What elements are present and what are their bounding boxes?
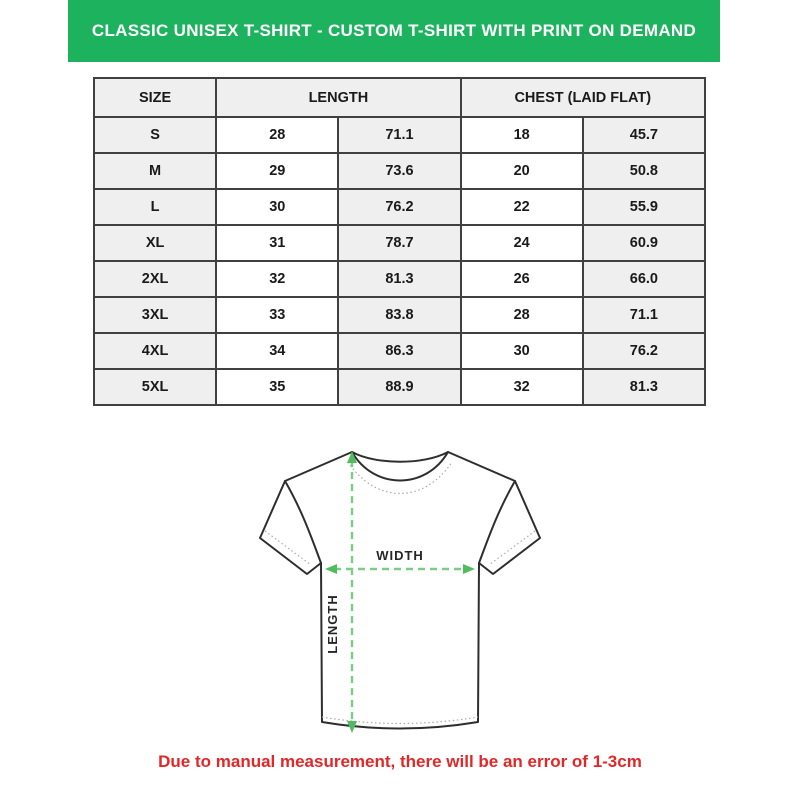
- length-in-cell: 30: [216, 189, 338, 225]
- size-table-body: [94, 117, 705, 405]
- size-chart-table: [93, 77, 706, 406]
- length-in-cell: 29: [216, 153, 338, 189]
- length-cm-cell: 83.8: [338, 297, 460, 333]
- length-in-cell: 32: [216, 261, 338, 297]
- size-cell: 4XL: [94, 333, 216, 369]
- chest-in-cell: 20: [461, 153, 583, 189]
- chest-cm-cell: 81.3: [583, 369, 705, 405]
- title-banner: [68, 0, 720, 62]
- table-row: [94, 225, 705, 261]
- table-row: [94, 261, 705, 297]
- length-cm-cell: 81.3: [338, 261, 460, 297]
- chest-cm-cell: 76.2: [583, 333, 705, 369]
- length-cm-cell: 73.6: [338, 153, 460, 189]
- column-header-chest: CHEST (LAID FLAT): [461, 78, 705, 117]
- length-in-cell: 34: [216, 333, 338, 369]
- chest-in-cell: 18: [461, 117, 583, 153]
- table-row: [94, 153, 705, 189]
- table-row: [94, 297, 705, 333]
- tshirt-body-shape: [260, 452, 540, 729]
- chest-cm-cell: 66.0: [583, 261, 705, 297]
- table-row: [94, 369, 705, 405]
- page-title: CLASSIC UNISEX T-SHIRT - CUSTOM T-SHIRT WITH PRINT ON DEMAND: [91, 21, 697, 40]
- length-in-cell: 35: [216, 369, 338, 405]
- chest-in-cell: 22: [461, 189, 583, 225]
- size-cell: 2XL: [94, 261, 216, 297]
- chest-in-cell: 30: [461, 333, 583, 369]
- length-cm-cell: 86.3: [338, 333, 460, 369]
- chest-in-cell: 26: [461, 261, 583, 297]
- column-header-size: SIZE: [94, 78, 216, 117]
- table-row: [94, 117, 705, 153]
- tshirt-measurement-diagram: [248, 438, 552, 750]
- table-row: [94, 189, 705, 225]
- measurement-error-note: Due to manual measurement, there will be an error of 1-3cm: [158, 752, 642, 771]
- size-cell: S: [94, 117, 216, 153]
- size-cell: 3XL: [94, 297, 216, 333]
- chest-in-cell: 32: [461, 369, 583, 405]
- length-in-cell: 28: [216, 117, 338, 153]
- size-cell: 5XL: [94, 369, 216, 405]
- size-cell: L: [94, 189, 216, 225]
- chest-cm-cell: 50.8: [583, 153, 705, 189]
- length-in-cell: 33: [216, 297, 338, 333]
- tshirt-outline-drawing: [260, 452, 540, 729]
- length-cm-cell: 76.2: [338, 189, 460, 225]
- table-row: [94, 333, 705, 369]
- size-cell: M: [94, 153, 216, 189]
- chest-cm-cell: 60.9: [583, 225, 705, 261]
- length-in-cell: 31: [216, 225, 338, 261]
- size-cell: XL: [94, 225, 216, 261]
- length-label: LENGTH: [325, 594, 340, 654]
- chest-cm-cell: 71.1: [583, 297, 705, 333]
- column-header-length: LENGTH: [216, 78, 460, 117]
- chest-in-cell: 28: [461, 297, 583, 333]
- chest-cm-cell: 45.7: [583, 117, 705, 153]
- length-cm-cell: 88.9: [338, 369, 460, 405]
- chest-in-cell: 24: [461, 225, 583, 261]
- table-header-row: [94, 78, 705, 117]
- chest-cm-cell: 55.9: [583, 189, 705, 225]
- width-label: WIDTH: [376, 548, 424, 563]
- length-cm-cell: 78.7: [338, 225, 460, 261]
- length-cm-cell: 71.1: [338, 117, 460, 153]
